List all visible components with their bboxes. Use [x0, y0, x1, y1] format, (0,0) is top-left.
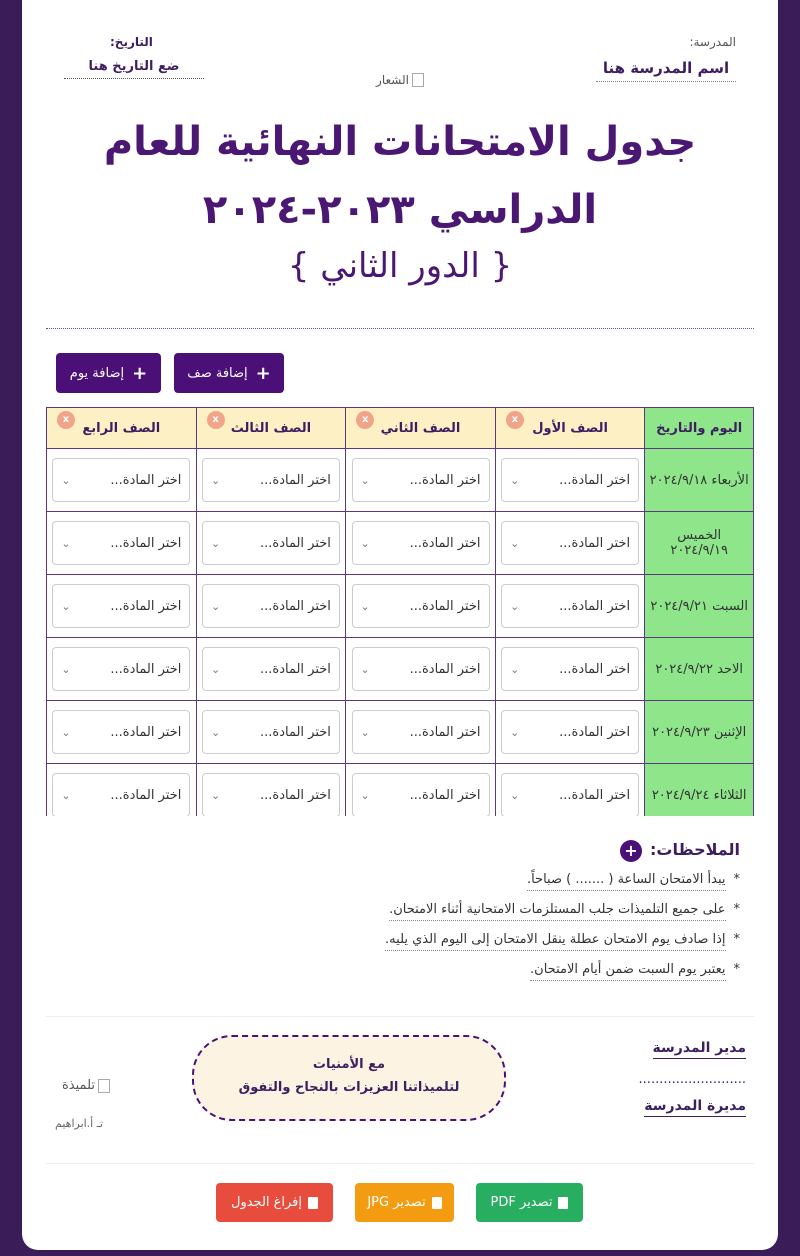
subject-select[interactable]: [202, 647, 340, 691]
chevron-down-icon: ⌄: [360, 788, 370, 802]
student-alt-text: تلميذة: [62, 1078, 95, 1093]
subject-cell: [346, 764, 496, 817]
broken-image-icon: [98, 1079, 110, 1093]
note-text[interactable]: على جميع التلميذات جلب المستلزمات الامتحانية أثناء الامتحان.: [389, 902, 725, 921]
exam-round-subtitle[interactable]: { الدور الثاني }: [287, 246, 513, 286]
wishes-line-2[interactable]: لتلميذاتنا العزيزات بالنجاح والتفوق: [238, 1080, 460, 1095]
table-row: [47, 764, 754, 817]
bullet: *: [733, 932, 740, 947]
subject-select[interactable]: [501, 647, 639, 691]
subject-cell: [346, 575, 496, 638]
remove-column-icon[interactable]: x: [207, 411, 225, 429]
subject-select-value: اختر المادة...: [260, 598, 331, 614]
subject-select[interactable]: [52, 773, 190, 816]
subject-select-value: اختر المادة...: [559, 535, 631, 551]
subject-select[interactable]: [501, 773, 639, 816]
subject-select-value: اختر المادة...: [559, 787, 631, 803]
subject-cell: [346, 449, 496, 512]
subject-select-value: اختر المادة...: [260, 661, 331, 677]
plus-icon: +: [132, 362, 148, 384]
chevron-down-icon: ⌄: [210, 599, 221, 613]
subject-cell: [495, 512, 645, 575]
subject-select-value: اختر المادة...: [260, 472, 331, 488]
page-card: [22, 0, 778, 1250]
plus-icon: +: [255, 362, 271, 384]
list-item: [62, 962, 740, 992]
student-image: [62, 1078, 110, 1093]
bullet: *: [733, 872, 740, 887]
subject-select-value: اختر المادة...: [409, 724, 481, 740]
logo-image[interactable]: [370, 70, 430, 90]
export-jpg-label: تصدير JPG: [367, 1195, 426, 1210]
chevron-down-icon: ⌄: [61, 788, 71, 802]
bullet: *: [733, 902, 740, 917]
remove-column-icon[interactable]: x: [506, 411, 524, 429]
column-header-label: الصف الأول: [532, 420, 608, 436]
wishes-box: [192, 1035, 506, 1121]
exam-table-container[interactable]: [46, 407, 754, 816]
subject-select[interactable]: [501, 710, 639, 754]
subject-cell: [47, 764, 197, 817]
add-note-button[interactable]: +: [620, 840, 642, 862]
subject-select[interactable]: [501, 458, 639, 502]
subject-select-value: اختر المادة...: [110, 535, 182, 551]
subject-cell: [495, 701, 645, 764]
pdf-file-icon: [558, 1197, 568, 1209]
subject-cell: [346, 512, 496, 575]
table-header-row: [47, 408, 754, 449]
notes-title: الملاحظات:: [650, 840, 740, 859]
table-row: [47, 512, 754, 575]
author-credit: تـ أ.ابراهيم: [55, 1117, 104, 1130]
divider: [46, 1016, 754, 1017]
subject-select[interactable]: [52, 584, 190, 628]
school-label: المدرسة:: [689, 35, 736, 49]
chevron-down-icon: ⌄: [61, 599, 71, 613]
table-row: [47, 575, 754, 638]
subject-select-value: اختر المادة...: [110, 787, 182, 803]
column-header-label: الصف الثالث: [230, 420, 312, 436]
list-item: [62, 872, 740, 902]
subject-cell: [196, 575, 346, 638]
date-field[interactable]: ضع التاريخ هنا: [64, 59, 204, 79]
chevron-down-icon: ⌄: [510, 473, 520, 487]
subject-select-value: اختر المادة...: [260, 787, 331, 803]
subject-select[interactable]: [52, 647, 190, 691]
page-header: [22, 0, 778, 110]
chevron-down-icon: ⌄: [210, 473, 221, 487]
subject-cell: [495, 764, 645, 817]
note-text[interactable]: إذا صادف يوم الامتحان عطلة ينقل الامتحان إلى اليوم الذي يليه.: [385, 932, 725, 951]
column-header-grade-3: [196, 408, 346, 449]
subject-cell: [495, 575, 645, 638]
chevron-down-icon: ⌄: [61, 662, 71, 676]
subject-select-value: اختر المادة...: [110, 724, 182, 740]
column-header-label: الصف الثاني: [380, 420, 461, 436]
chevron-down-icon: ⌄: [210, 662, 221, 676]
subject-select-value: اختر المادة...: [409, 661, 481, 677]
chevron-down-icon: ⌄: [510, 788, 520, 802]
subject-select-value: اختر المادة...: [409, 787, 481, 803]
chevron-down-icon: ⌄: [510, 662, 520, 676]
date-cell[interactable]: السبت ٢٠٢٤/٩/٢١: [645, 575, 754, 638]
broken-image-icon: [412, 73, 424, 87]
subject-select-value: اختر المادة...: [409, 598, 481, 614]
subject-select-value: اختر المادة...: [260, 724, 331, 740]
chevron-down-icon: ⌄: [360, 473, 370, 487]
table-row: [47, 701, 754, 764]
subject-select[interactable]: [202, 584, 340, 628]
subject-cell: [47, 512, 197, 575]
subject-select-value: اختر المادة...: [110, 661, 182, 677]
export-jpg-button[interactable]: [355, 1183, 454, 1222]
image-file-icon: [432, 1197, 442, 1209]
subject-cell: [196, 701, 346, 764]
clear-table-button[interactable]: [216, 1183, 333, 1222]
note-text[interactable]: يعتبر يوم السبت ضمن أيام الامتحان.: [530, 962, 725, 981]
chevron-down-icon: ⌄: [360, 599, 370, 613]
signature-line: ..........................: [638, 1072, 746, 1087]
wishes-line-1[interactable]: مع الأمنيات: [312, 1057, 386, 1072]
date-cell[interactable]: الخميس ٢٠٢٤/٩/١٩: [645, 512, 754, 575]
add-day-label: إضافة يوم: [69, 365, 125, 381]
subject-select-value: اختر المادة...: [260, 535, 331, 551]
subject-cell: [47, 449, 197, 512]
column-header-label: الصف الرابع: [82, 420, 161, 436]
bullet: *: [733, 962, 740, 977]
subject-select[interactable]: [501, 521, 639, 565]
subject-cell: [47, 701, 197, 764]
subject-cell: [346, 701, 496, 764]
chevron-down-icon: ⌄: [510, 725, 520, 739]
subject-cell: [47, 575, 197, 638]
column-header-grade-4: [47, 408, 197, 449]
page-title[interactable]: جدول الامتحانات النهائية للعام الدراسي ٢٠٢٣-٢٠٢٤: [103, 119, 697, 233]
table-row: [47, 449, 754, 512]
subject-select-value: اختر المادة...: [559, 724, 631, 740]
chevron-down-icon: ⌄: [510, 536, 520, 550]
list-item: [62, 932, 740, 962]
clear-table-label: إفراغ الجدول: [231, 1195, 303, 1210]
export-pdf-button[interactable]: [476, 1183, 583, 1222]
date-cell[interactable]: الاحد ٢٠٢٤/٩/٢٢: [645, 638, 754, 701]
chevron-down-icon: ⌄: [360, 662, 370, 676]
exam-table: [46, 407, 754, 816]
subject-cell: [196, 638, 346, 701]
logo-alt-text: الشعار: [376, 73, 409, 87]
date-cell[interactable]: الأربعاء ٢٠٢٤/٩/١٨: [645, 449, 754, 512]
chevron-down-icon: ⌄: [61, 725, 71, 739]
subject-cell: [196, 449, 346, 512]
subject-select[interactable]: [52, 521, 190, 565]
subject-select[interactable]: [202, 521, 340, 565]
add-row-label: إضافة صف: [187, 365, 248, 381]
subject-select[interactable]: [352, 773, 490, 816]
subject-cell: [495, 638, 645, 701]
export-pdf-label: تصدير PDF: [490, 1195, 553, 1210]
column-header-date: اليوم والتاريخ: [645, 408, 754, 449]
subject-select[interactable]: [352, 647, 490, 691]
trash-icon: [308, 1197, 318, 1209]
note-text[interactable]: يبدأ الامتحان الساعة ( ....... ) صباحاً.: [527, 872, 726, 891]
column-header-grade-2: [346, 408, 496, 449]
notes-list: [62, 872, 740, 992]
add-row-button[interactable]: [174, 353, 284, 393]
remove-column-icon[interactable]: x: [57, 411, 75, 429]
subject-select-value: اختر المادة...: [110, 598, 182, 614]
subject-select-value: اختر المادة...: [559, 472, 631, 488]
chevron-down-icon: ⌄: [210, 536, 221, 550]
date-label: التاريخ:: [110, 35, 153, 49]
subject-select-value: اختر المادة...: [409, 535, 481, 551]
chevron-down-icon: ⌄: [61, 536, 71, 550]
chevron-down-icon: ⌄: [360, 725, 370, 739]
chevron-down-icon: ⌄: [360, 536, 370, 550]
divider: [46, 1163, 754, 1164]
table-row: [47, 638, 754, 701]
date-cell[interactable]: الثلاثاء ٢٠٢٤/٩/٢٤: [645, 764, 754, 817]
subject-cell: [47, 638, 197, 701]
subject-cell: [495, 449, 645, 512]
subject-select[interactable]: [202, 458, 340, 502]
school-name-field[interactable]: اسم المدرسة هنا: [596, 59, 736, 82]
subject-select[interactable]: [501, 584, 639, 628]
add-day-button[interactable]: [56, 353, 161, 393]
subject-cell: [196, 764, 346, 817]
subject-select[interactable]: [352, 458, 490, 502]
chevron-down-icon: ⌄: [61, 473, 71, 487]
subject-select[interactable]: [352, 710, 490, 754]
subject-select[interactable]: [352, 584, 490, 628]
principal-female-label[interactable]: مديرة المدرسة: [644, 1098, 746, 1117]
date-cell[interactable]: الإثنين ٢٠٢٤/٩/٢٣: [645, 701, 754, 764]
subject-select-value: اختر المادة...: [559, 598, 631, 614]
subject-select[interactable]: [52, 458, 190, 502]
subject-select[interactable]: [52, 710, 190, 754]
subject-select[interactable]: [352, 521, 490, 565]
column-header-grade-1: [495, 408, 645, 449]
chevron-down-icon: ⌄: [210, 725, 221, 739]
subject-select[interactable]: [202, 773, 340, 816]
subject-select-value: اختر المادة...: [110, 472, 182, 488]
divider: [46, 328, 754, 329]
principal-male-label[interactable]: مدير المدرسة: [653, 1040, 746, 1059]
chevron-down-icon: ⌄: [510, 599, 520, 613]
chevron-down-icon: ⌄: [210, 788, 221, 802]
subject-select-value: اختر المادة...: [409, 472, 481, 488]
remove-column-icon[interactable]: x: [356, 411, 374, 429]
subject-select-value: اختر المادة...: [559, 661, 631, 677]
subject-select[interactable]: [202, 710, 340, 754]
subject-cell: [196, 512, 346, 575]
list-item: [62, 902, 740, 932]
subject-cell: [346, 638, 496, 701]
